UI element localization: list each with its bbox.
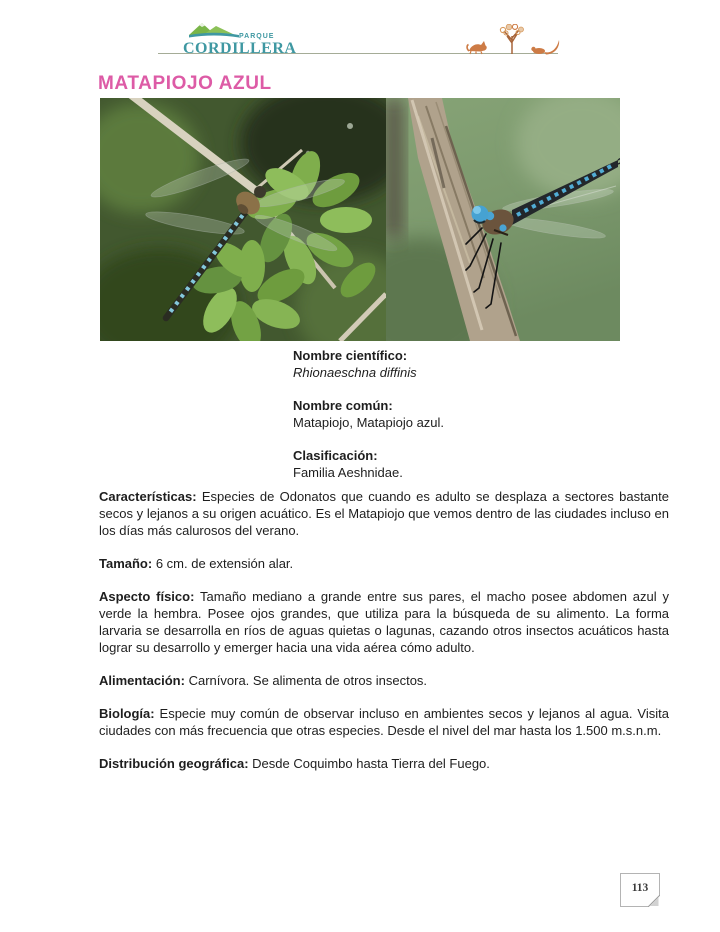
- section-label: Aspecto físico:: [99, 589, 195, 604]
- common-name-value: Matapiojo, Matapiojo azul.: [293, 415, 445, 430]
- dragonfly-photo-side-view: [386, 98, 620, 341]
- section-label: Alimentación:: [99, 673, 185, 688]
- dragonfly-photo-top-view: [100, 98, 386, 341]
- tree-icon: [500, 24, 523, 54]
- section-text: Tamaño mediano a grande entre sus pares, el macho posee abdomen azul y verde la hembra. Posee ojos grandes, que utiliza para la búsqueda de su alimento. La forma larvaria se desarrolla en ríos de aguas quietas o lagunas, cazando otros insectos acuáticos hasta lograr su desarrollo y emerger hacia una vida aérea cómo adulto.: [99, 589, 669, 655]
- page-number: 113: [631, 882, 649, 894]
- section-text: Carnívora. Se alimenta de otros insectos.: [188, 673, 428, 688]
- section-distribucion-geografica: [99, 755, 669, 772]
- section-alimentacion: [99, 672, 669, 689]
- section-tamano: [99, 555, 669, 572]
- fox-icon: [467, 41, 487, 54]
- common-name-label: Nombre común:: [293, 398, 393, 413]
- section-text: Especies de Odonatos que cuando es adulto se desplaza a sectores bastante secos y lejanos a su origen acuático. Es el Matapiojo que vemos dentro de las ciudades incluso en los días más calurosos del verano.: [99, 489, 669, 538]
- scientific-name-label: Nombre científico:: [293, 348, 408, 363]
- classification-value: Familia Aeshnidae.: [293, 465, 403, 480]
- classification-label: Clasificación:: [293, 448, 378, 463]
- page-title: MATAPIOJO AZUL: [98, 73, 272, 94]
- header-animals-illustration: [466, 24, 562, 55]
- logo-cordillera-label: CORDILLERA: [183, 40, 297, 57]
- page-corner-fold-icon: [648, 895, 660, 907]
- description-sections: [99, 488, 669, 788]
- logo-parque-label: PARQUE: [239, 33, 275, 40]
- section-text: 6 cm. de extensión alar.: [155, 556, 294, 571]
- classification-group: [293, 447, 623, 481]
- section-caracteristicas: [99, 488, 669, 539]
- page-number-badge: [620, 873, 660, 907]
- section-label: Tamaño:: [99, 556, 153, 571]
- section-label: Biología:: [99, 706, 155, 721]
- section-text: Desde Coquimbo hasta Tierra del Fuego.: [252, 756, 490, 771]
- section-biologia: [99, 705, 669, 739]
- squirrel-icon: [531, 40, 559, 55]
- section-text: Especie muy común de observar incluso en ambientes secos y lejanos al agua. Visita ciudades con más frecuencia que otras especies. Desde el nivel del mar hasta los 1.500 m.s.n.m.: [99, 706, 669, 738]
- scientific-name-value: Rhionaeschna diffinis: [293, 365, 417, 380]
- section-label: Características:: [99, 489, 197, 504]
- section-aspecto-fisico: [99, 588, 669, 656]
- section-label: Distribución geográfica:: [99, 756, 249, 771]
- mountains-icon: [189, 20, 239, 39]
- common-name-group: [293, 397, 623, 431]
- photo-strip: [100, 98, 620, 341]
- species-info-block: [293, 347, 623, 497]
- scientific-name-group: [293, 347, 623, 381]
- park-cordillera-logo: [183, 20, 313, 62]
